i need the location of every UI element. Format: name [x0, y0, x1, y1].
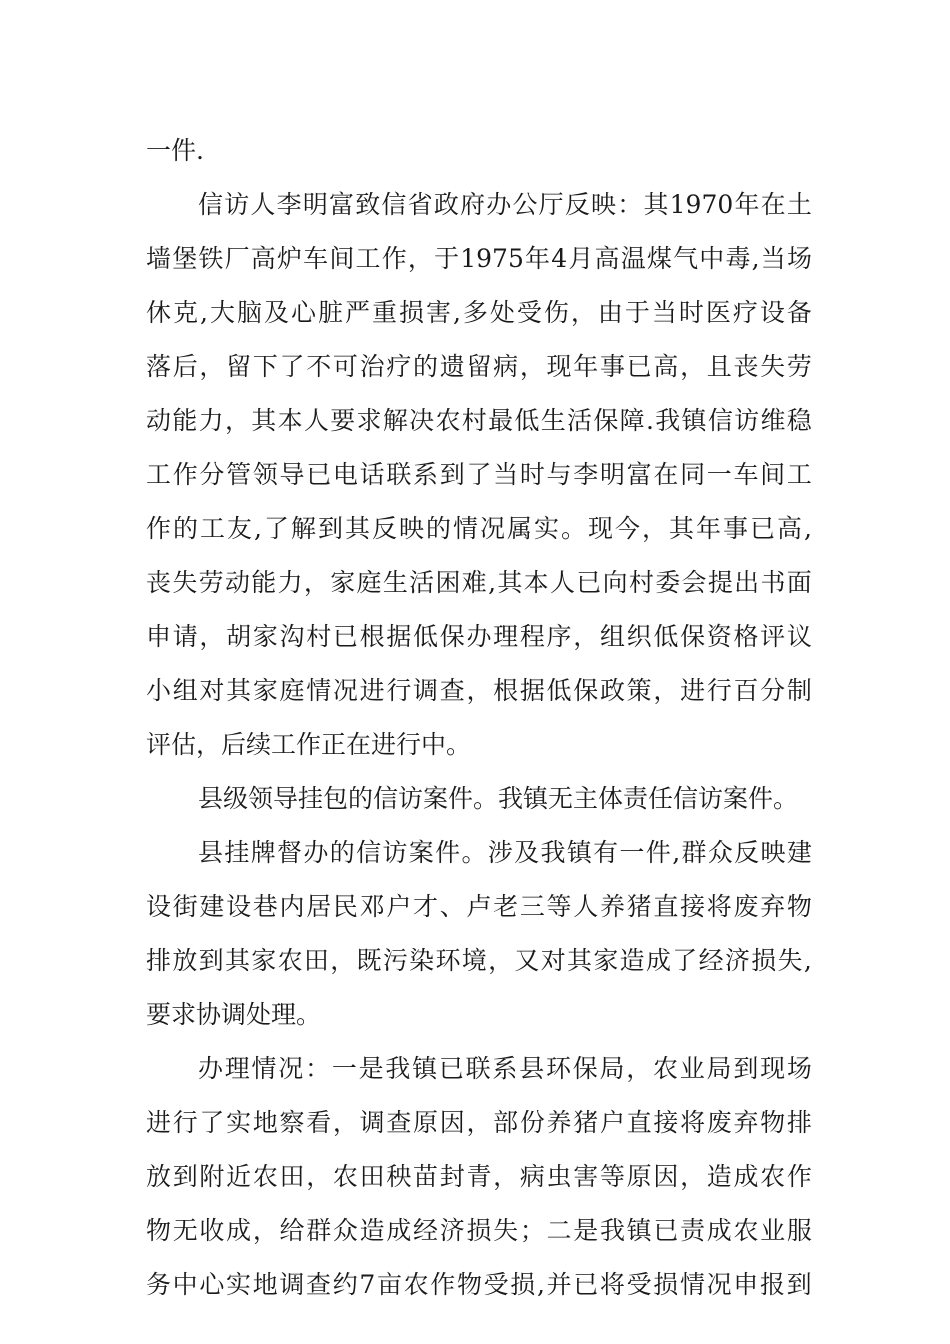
text-line: 办 理 情 况 ： 一 是 我 镇 已 联 系 县 环 保 局 ， 农 业 局 到 现 场 [198, 1054, 812, 1083]
text-line: 工 作 分 管 领 导 已 电 话 联 系 到 了 当 时 与 李 明 富 在 同 一 车 间 工 [146, 460, 812, 489]
text-line: 作 的 工 友 , 了 解 到 其 反 映 的 情 况 属 实 。 现 今 ， 其 年 事 已 高 , [146, 514, 812, 543]
text-line: 设 街 建 设 巷 内 居 民 邓 户 才 、 卢 老 三 等 人 养 猪 直 接 将 废 弃 物 [146, 892, 812, 921]
text-line: 信 访 人 李 明 富 致 信 省 政 府 办 公 厅 反 映 ： 其 1970 年 在 土 [198, 190, 812, 219]
text-line: 墙 堡 铁 厂 高 炉 车 间 工 作 ， 于 1975 年 4 月 高 温 煤 气 中 毒 , 当 场 [146, 244, 812, 273]
text-line: 进 行 了 实 地 察 看 ， 调 查 原 因 ， 部 份 养 猪 户 直 接 将 废 弃 物 排 [146, 1108, 812, 1137]
text-line: 落 后 ， 留 下 了 不 可 治 疗 的 遗 留 病 ， 现 年 事 已 高 ， 且 丧 失 劳 [146, 352, 812, 381]
text-line: 县 挂 牌 督 办 的 信 访 案 件 。 涉 及 我 镇 有 一 件 , 群 众 反 映 建 [198, 838, 812, 867]
text-line: 物 无 收 成 ， 给 群 众 造 成 经 济 损 失 ； 二 是 我 镇 已 责 成 农 业 服 [146, 1216, 812, 1245]
text-line: 动 能 力 ， 其 本 人 要 求 解 决 农 村 最 低 生 活 保 障 . 我 镇 信 访 维 稳 [146, 406, 812, 435]
text-line: 放 到 附 近 农 田 ， 农 田 秧 苗 封 青 ， 病 虫 害 等 原 因 ， 造 成 农 作 [146, 1162, 812, 1191]
text-line: 休 克 , 大 脑 及 心 脏 严 重 损 害 , 多 处 受 伤 ， 由 于 当 时 医 疗 设 备 [146, 298, 812, 327]
text-line: 评估，后续工作正在进行中。 [146, 730, 472, 759]
text-line: 务 中 心 实 地 调 查 约 7 亩 农 作 物 受 损 , 并 已 将 受 损 情 况 申 报 到 [146, 1270, 812, 1299]
text-line: 丧 失 劳 动 能 力 ， 家 庭 生 活 困 难 , 其 本 人 已 向 村 委 会 提 出 书 面 [146, 568, 812, 597]
text-line: 一件. [146, 136, 204, 165]
text-line: 小 组 对 其 家 庭 情 况 进 行 调 查 ， 根 据 低 保 政 策 ， 进 行 百 分 制 [146, 676, 812, 705]
text-line: 县级领导挂包的信访案件。我镇无主体责任信访案件。 [198, 784, 799, 813]
text-line: 排 放 到 其 家 农 田 ， 既 污 染 环 境 ， 又 对 其 家 造 成 了 经 济 损 失 , [146, 946, 812, 975]
text-line: 要求协调处理。 [146, 1000, 322, 1029]
document-body [146, 124, 812, 1312]
text-line: 申 请 ， 胡 家 沟 村 已 根 据 低 保 办 理 程 序 ， 组 织 低 保 资 格 评 议 [146, 622, 812, 651]
